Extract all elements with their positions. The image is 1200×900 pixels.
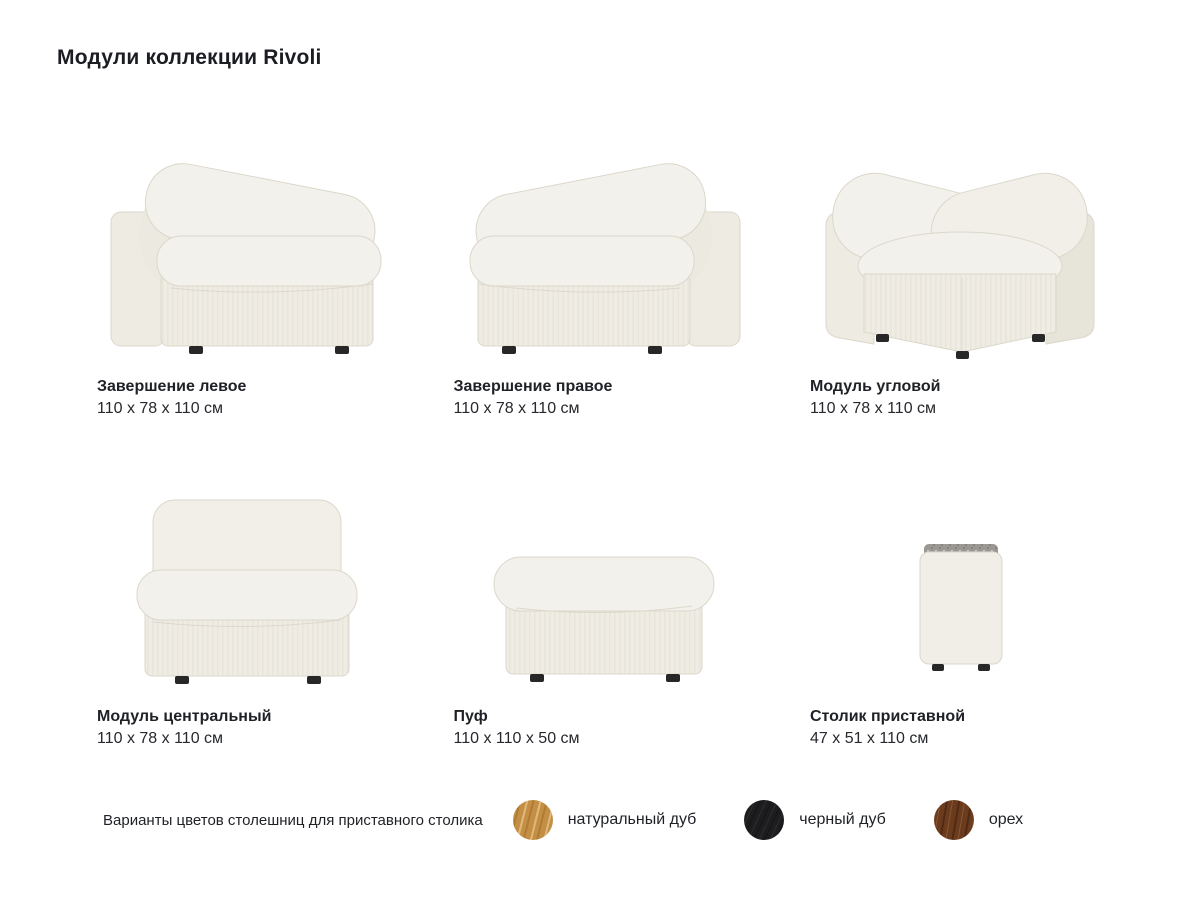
module-dimensions: 47 x 51 x 110 см [810, 730, 929, 747]
module-name: Столик приставной [810, 708, 966, 725]
module-dimensions: 110 x 78 x 110 см [97, 400, 224, 417]
legend-option-label: орех [988, 811, 1024, 828]
legend-item-walnut [934, 800, 1023, 840]
module-image-box [810, 476, 1110, 694]
module-card-pouf [454, 476, 754, 750]
module-dimensions: 110 x 110 x 50 см [453, 730, 580, 747]
module-image-box [810, 146, 1110, 364]
modules-grid [0, 146, 1200, 750]
legend-label: Варианты цветов столешниц для приставного столика [103, 811, 483, 829]
side-table-image [810, 482, 1110, 694]
module-card-side-table [810, 476, 1110, 750]
left-end-module-image [97, 152, 397, 364]
module-name: Пуф [453, 708, 488, 725]
legend-option-label: черный дуб [799, 811, 886, 828]
module-image-box [454, 146, 754, 364]
natural-oak-swatch-icon [513, 800, 553, 840]
module-dimensions: 110 x 78 x 110 см [453, 400, 580, 417]
module-dimensions: 110 x 78 x 110 см [97, 730, 224, 747]
legend-item-natural-oak [513, 800, 697, 840]
black-oak-swatch-icon [744, 800, 784, 840]
module-card-corner [810, 146, 1110, 420]
module-name: Завершение левое [97, 378, 247, 395]
walnut-swatch-icon [934, 800, 974, 840]
right-end-module-image [454, 152, 754, 364]
corner-module-image [810, 152, 1110, 364]
module-image-box [97, 476, 397, 694]
module-card-right-end [454, 146, 754, 420]
module-dimensions: 110 x 78 x 110 см [810, 400, 937, 417]
legend-option-label: натуральный дуб [567, 811, 697, 828]
module-name: Завершение правое [453, 378, 613, 395]
legend-item-black-oak [744, 800, 886, 840]
module-name: Модуль центральный [97, 708, 272, 725]
module-name: Модуль угловой [810, 378, 941, 395]
pouf-image [454, 482, 754, 694]
module-card-central [97, 476, 397, 750]
central-module-image [97, 482, 397, 694]
module-image-box [97, 146, 397, 364]
module-image-box [454, 476, 754, 694]
page-title: Модули коллекции Rivoli [57, 46, 322, 69]
module-card-left-end [97, 146, 397, 420]
tabletop-colors-legend [103, 800, 1200, 840]
